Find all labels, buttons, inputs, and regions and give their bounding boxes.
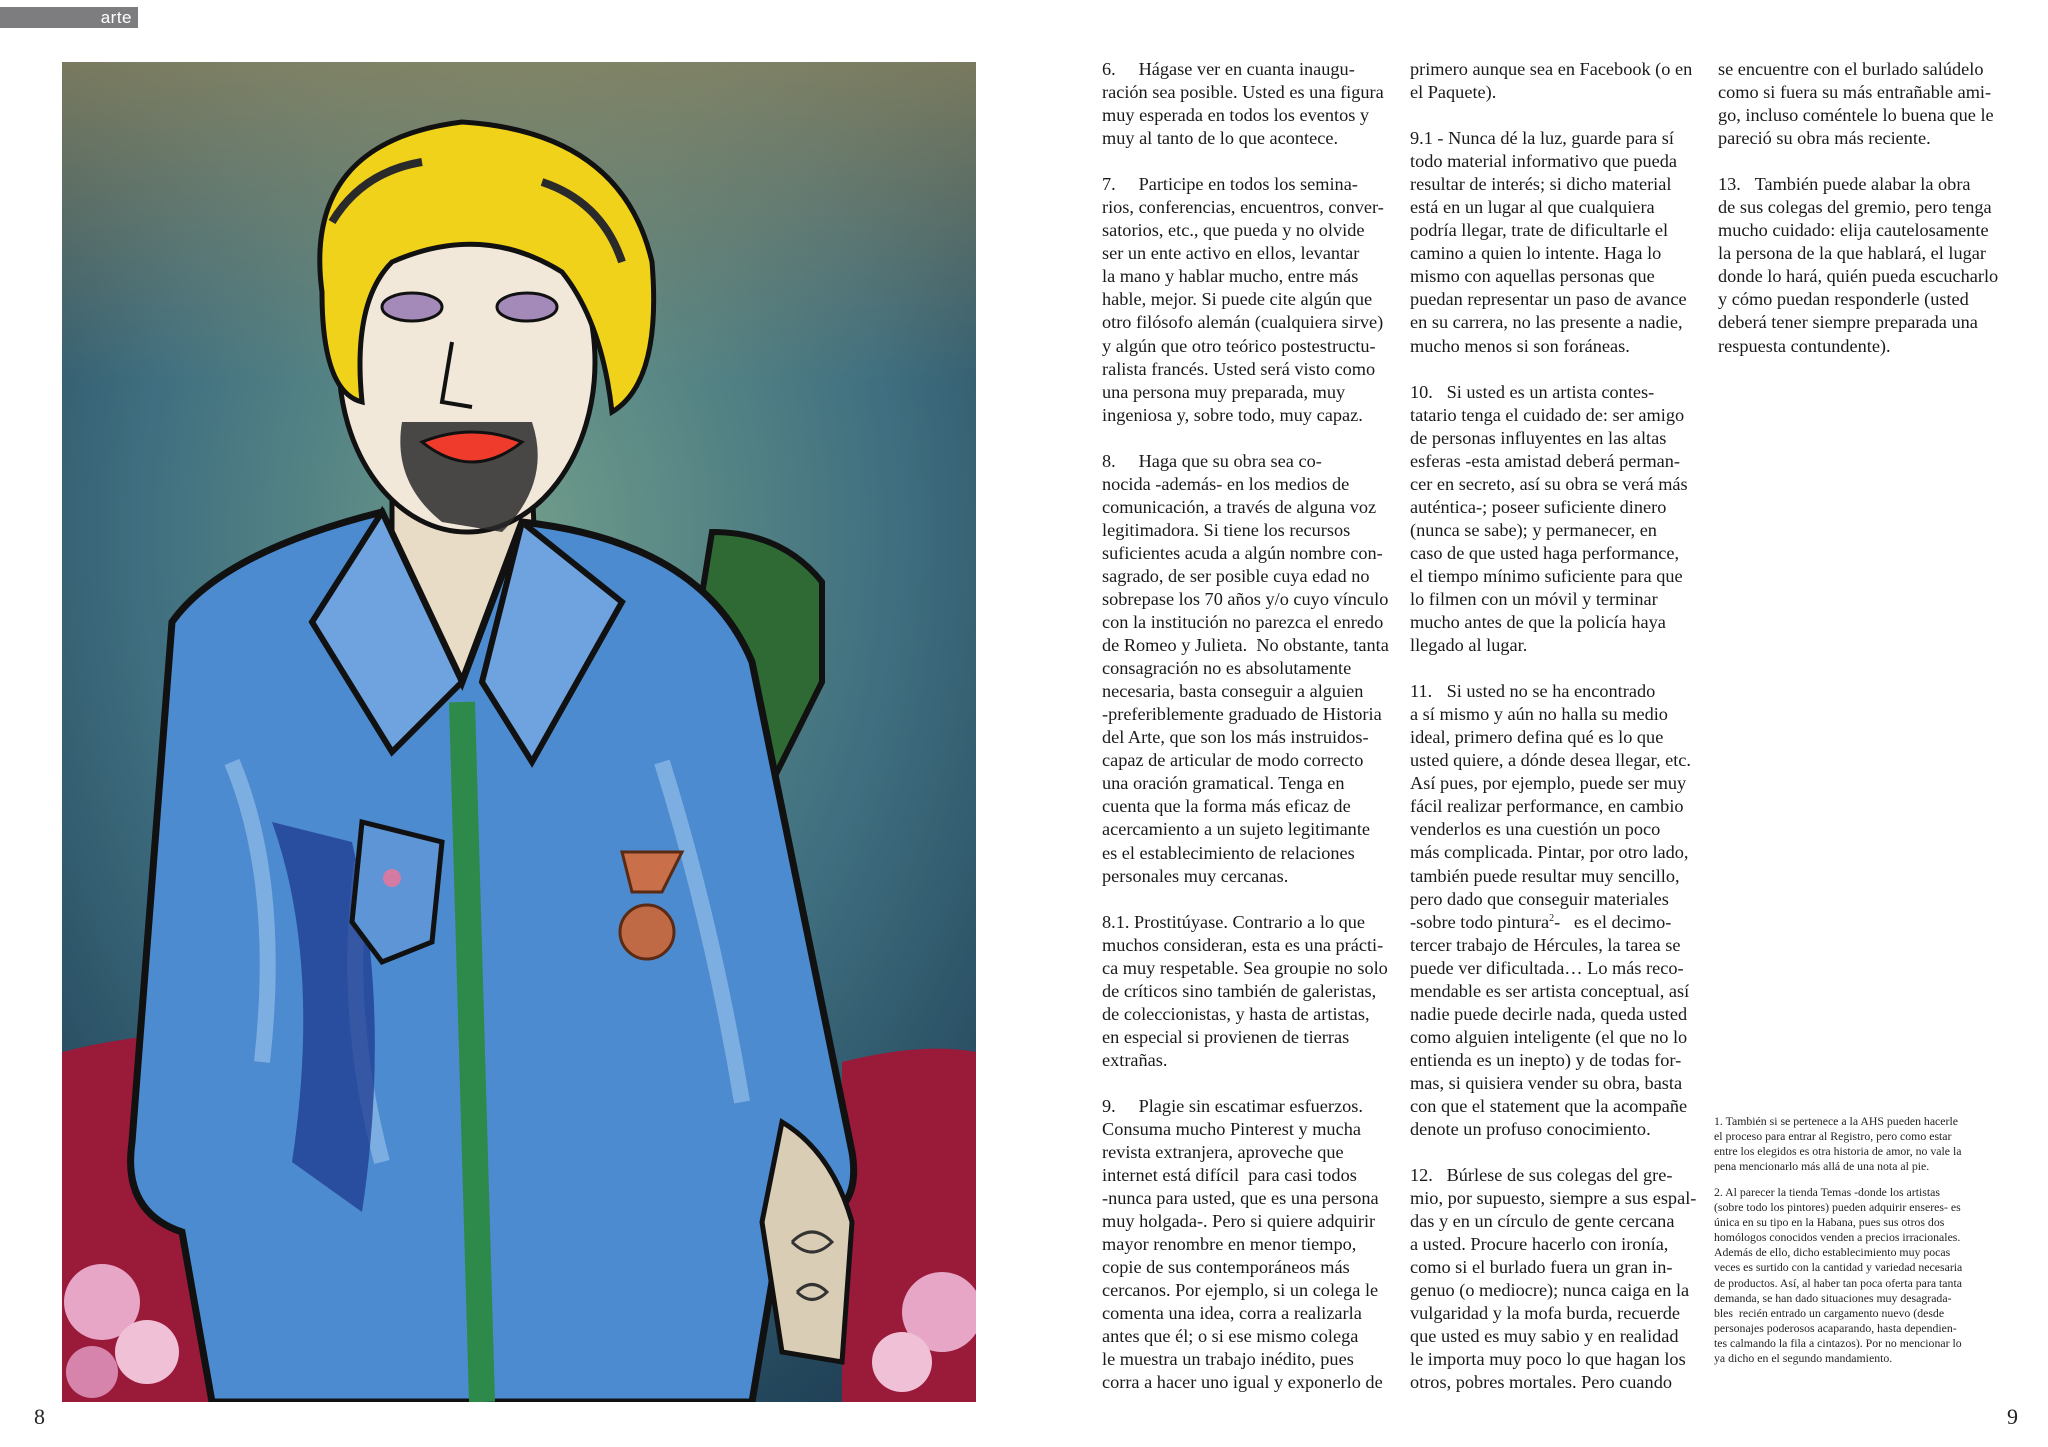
paragraph-13: 13. También puede alabar la obra de sus colegas del gremio, pero tenga mucho cuidado: elija cautelosamente la persona de la que hablará, el lugar donde lo hará, quién pueda escucharlo y cómo puedan responderle (usted deberá tener siempre preparada una respuesta contundente). [1718,174,1999,356]
paragraph-9-1: 9.1 - Nunca dé la luz, guarde para sí todo material informativo que pueda resultar de interés; si dicho material está en un lugar al que cualquiera podría llegar, trate de dificultarle el camino a quien lo intente. Haga lo mismo con aquellas personas que puedan representar un paso de avance en su carrera, no las presente a nadie, mucho menos si son foráneas. [1410,128,1687,356]
paragraph-8-1: 8.1. Prostitúyase. Contrario a lo que muchos consideran, esta es una prácti- ca muy respetable. Sea groupie no solo de críticos sino también de galeristas, de coleccionistas, y hasta de artistas, en especial si provienen de tierras extrañas. [1102,911,1388,1070]
artwork-painting [62,62,976,1402]
paragraph-9: 9. Plagie sin escatimar esfuerzos. Consuma mucho Pinterest y mucha revista extranjera, aproveche que internet está difícil para casi todos -nunca para usted, que es una persona muy holgada-. Pero si quiere adquirir mayor renombre en menor tiempo, copie de sus contemporáneos más cercanos. Por ejemplo, si un colega le comenta una idea, corra a realizarla antes que él; o si ese mismo colega le muestra un trabajo inédito, pues corra a hacer uno igual y exponerlo de [1102,1095,1383,1393]
footnotes [1714,1114,2006,1377]
paragraph-6: 6. Hágase ver en cuanta inaugu- ración sea posible. Usted es una figura muy esperada en todos los eventos y muy al tanto de lo que acontece. [1102,59,1384,149]
pocket-button [383,869,401,887]
footnote-1: 1. También si se pertenece a la AHS pueden hacerle el proceso para entrar al Registro, pero como estar entre los elegidos es otra historia de amor, no vale la pena mencionarlo más allá de una nota al pie. [1714,1114,1962,1174]
chest-pocket [352,822,442,962]
page-number-left: 8 [34,1404,45,1429]
painting-canvas [62,62,976,1402]
paragraph-11 [1410,680,1715,1141]
paragraph-12-cont: se encuentre con el burlado salúdelo como si fuera su más entrañable ami- go, incluso coméntele lo buena que le pareció su obra más reciente. [1718,59,1994,149]
footnote-2: 2. Al parecer la tienda Temas -donde los artistas (sobre todo los pintores) pueden adquirir enseres- es única en su tipo en la Habana, pues sus otros dos homólogos conocidos venden a precios irracionales. Además de ello, dicho establecimiento muy pocas veces es surtido con la cantidad y variedad necesaria de productos. Así, al haber tan poca oferta para tanta demanda, se han dado situaciones muy desagrada- bles recién entrado un cargamento nuevo (desde personajes poderosos acaparando, hasta dependien- tes calmando la fila a cintazos). Por no mencionar lo ya dicho en el segundo mandamiento. [1714,1184,1963,1366]
paragraph-11-pre: -sobre todo pintura [1410,911,1550,932]
section-tab [0,7,138,28]
page-number-right: 9 [2007,1404,2018,1429]
eyelid-right [497,293,557,321]
paragraph-7: 7. Participe en todos los semina- rios, conferencias, encuentros, conver- satorios, etc., que pueda y no olvide ser un ente activo en ellos, levantar la mano y hablar mucho, entre más hable, mejor. Si puede cite algún que otro filósofo alemán (cualquiera sirve) y algún que otro teórico postestructu- ralista francés. Usted será visto como una persona muy preparada, muy ingeniosa y, sobre todo, muy capaz. [1102,174,1384,425]
text-column-1 [1102,58,1407,1418]
text-column-3 [1718,58,2023,381]
footnote-ref-2: 2 [1549,912,1555,924]
text-column-2 [1410,58,1715,1418]
paragraph-11-end: - es el decimo- tercer trabajo de Hércules, la tarea se puede ver dificultada… Lo más reco- mendable es ser artista conceptual, así nadie puede decirle nada, queda usted como alguien inteligente (el que no lo entienda es un inepto) y de todas for- mas, si quisiera vender su obra, basta con que el statement que la acompañe denote un profuso conocimiento. [1410,911,1690,1140]
paragraph-11-start: 11. Si usted no se ha encontrado a sí mismo y aún no halla su medio ideal, primero defina qué es lo que usted quiere, a dónde desea llegar, etc. Así pues, por ejemplo, puede ser muy fácil realizar performance, en cambio venderlos es una cuestión un poco más complicada. Pintar, por otro lado, también puede resultar muy sencillo, pero dado que conseguir materiales [1410,681,1691,909]
paragraph-8: 8. Haga que su obra sea co- nocida -además- en los medios de comunicación, a través de alguna voz legitimadora. Si tiene los recursos suficientes acuda a algún nombre con- sagrado, de ser posible cuya edad no sobrepase los 70 años y/o cuyo vínculo con la institución no parezca el enredo de Romeo y Julieta. No obstante, tanta consagración no es absolutamente necesaria, basta conseguir a alguien -preferiblemente graduado de Historia del Arte, que son los más instruidos- capaz de articular de modo correcto una oración gramatical. Tenga en cuenta que la forma más eficaz de acercamiento a un sujeto legitimante es el establecimiento de relaciones personales muy cercanas. [1102,450,1389,886]
eyelid-left [382,293,442,321]
paragraph-12: 12. Búrlese de sus colegas del gre- mio, por supuesto, siempre a sus espal- das y en un círculo de gente cercana a usted. Procure hacerlo con ironía, como si el burlado fuera un gran in- genuo (o mediocre); nunca caiga en la vulgaridad y la mofa burda, recuerde que usted es muy sabio y en realidad le importa muy poco lo que hagan los otros, pobres mortales. Pero cuando [1410,1165,1697,1393]
paragraph-10: 10. Si usted es un artista contes- tatario tenga el cuidado de: ser amigo de personas influyentes en las altas esferas -esta amistad deberá perman- cer en secreto, así su obra se verá más auténtica-; poseer suficiente dinero (nunca se sabe); y permanecer, en caso de que usted haga performance, el tiempo mínimo suficiente para que lo filmen con un móvil y terminar mucho antes de que la policía haya llegado al lugar. [1410,381,1688,656]
section-label: arte [100,8,132,27]
medal [620,905,674,959]
paragraph-9-cont: primero aunque sea en Facebook (o en el Paquete). [1410,59,1693,103]
